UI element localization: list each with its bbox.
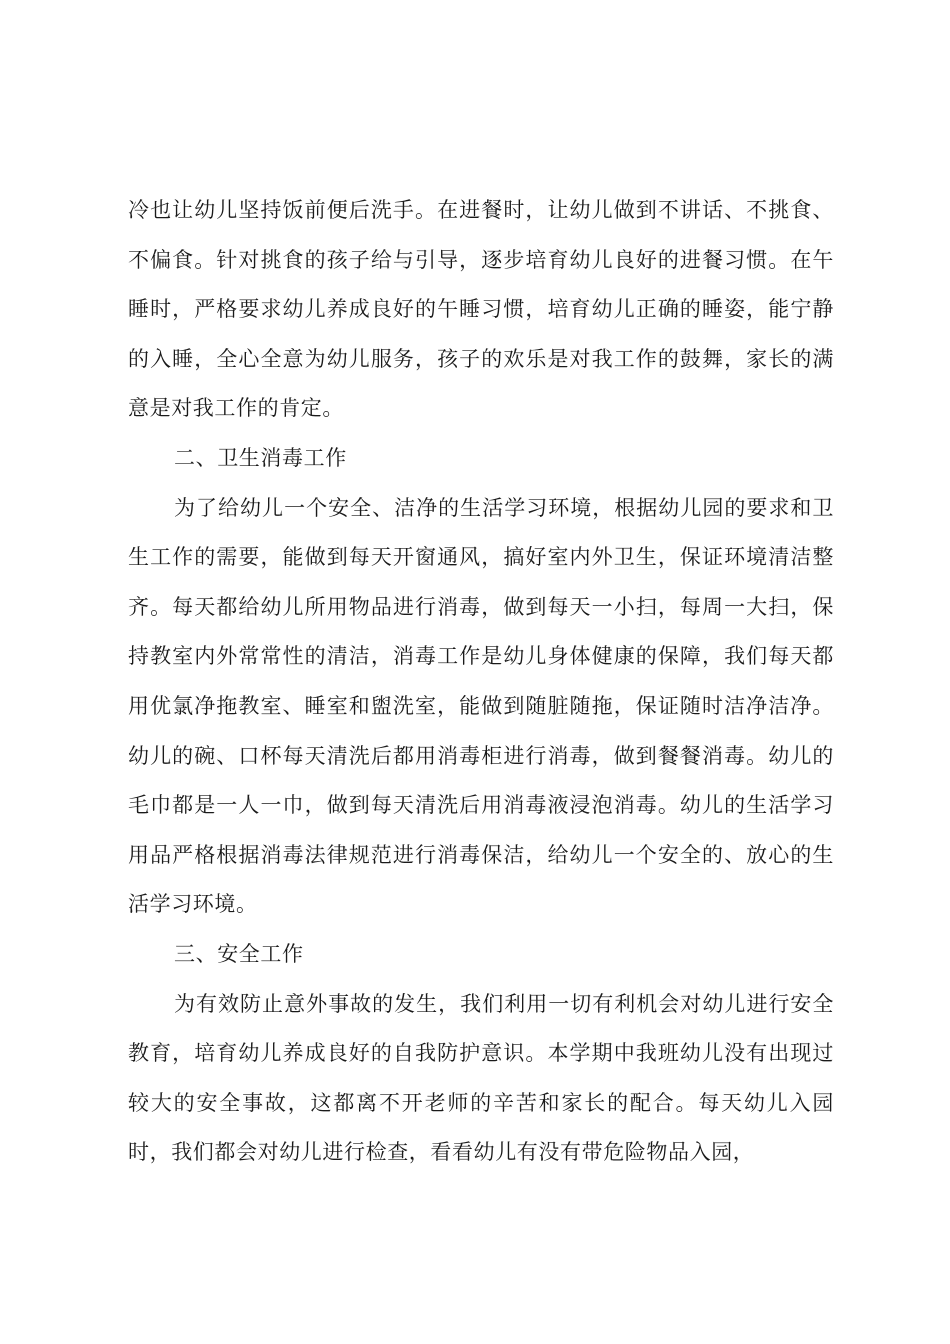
paragraph-hygiene-habits: 冷也让幼儿坚持饭前便后洗手。在进餐时，让幼儿做到不讲话、不挑食、不偏食。针对挑食的孩子给与引导，逐步培育幼儿良好的进餐习惯。在午睡时，严格要求幼儿养成良好的午睡习惯，培育幼儿正确的睡姿，能宁静的入睡，全心全意为幼儿服务，孩子的欢乐是对我工作的鼓舞，家长的满意是对我工作的肯定。 xyxy=(128,198,834,421)
paragraph-safety: 为有效防止意外事故的发生，我们利用一切有利机会对幼儿进行安全教育，培育幼儿养成良好的自我防护意识。本学期中我班幼儿没有出现过较大的安全事故，这都离不开老师的辛苦和家长的配合。每天幼儿入园时，我们都会对幼儿进行检查，看看幼儿有没有带危险物品入园， xyxy=(128,991,834,1165)
document-body xyxy=(128,186,834,1178)
section-heading-sanitation: 二、卫生消毒工作 xyxy=(174,445,347,470)
paragraph-sanitation: 为了给幼儿一个安全、洁净的生活学习环境，根据幼儿园的要求和卫生工作的需要，能做到每天开窗通风，搞好室内外卫生，保证环境清洁整齐。每天都给幼儿所用物品进行消毒，做到每天一小扫，每周一大扫，保持教室内外常常性的清洁，消毒工作是幼儿身体健康的保障，我们每天都用优氯净拖教室、睡室和盥洗室，能做到随脏随拖，保证随时洁净洁净。幼儿的碗、口杯每天清洗后都用消毒柜进行消毒，做到餐餐消毒。幼儿的毛巾都是一人一巾，做到每天清洗后用消毒液浸泡消毒。幼儿的生活学习用品严格根据消毒法律规范进行消毒保洁，给幼儿一个安全的、放心的生活学习环境。 xyxy=(128,495,834,917)
section-heading-safety: 三、安全工作 xyxy=(174,941,304,966)
